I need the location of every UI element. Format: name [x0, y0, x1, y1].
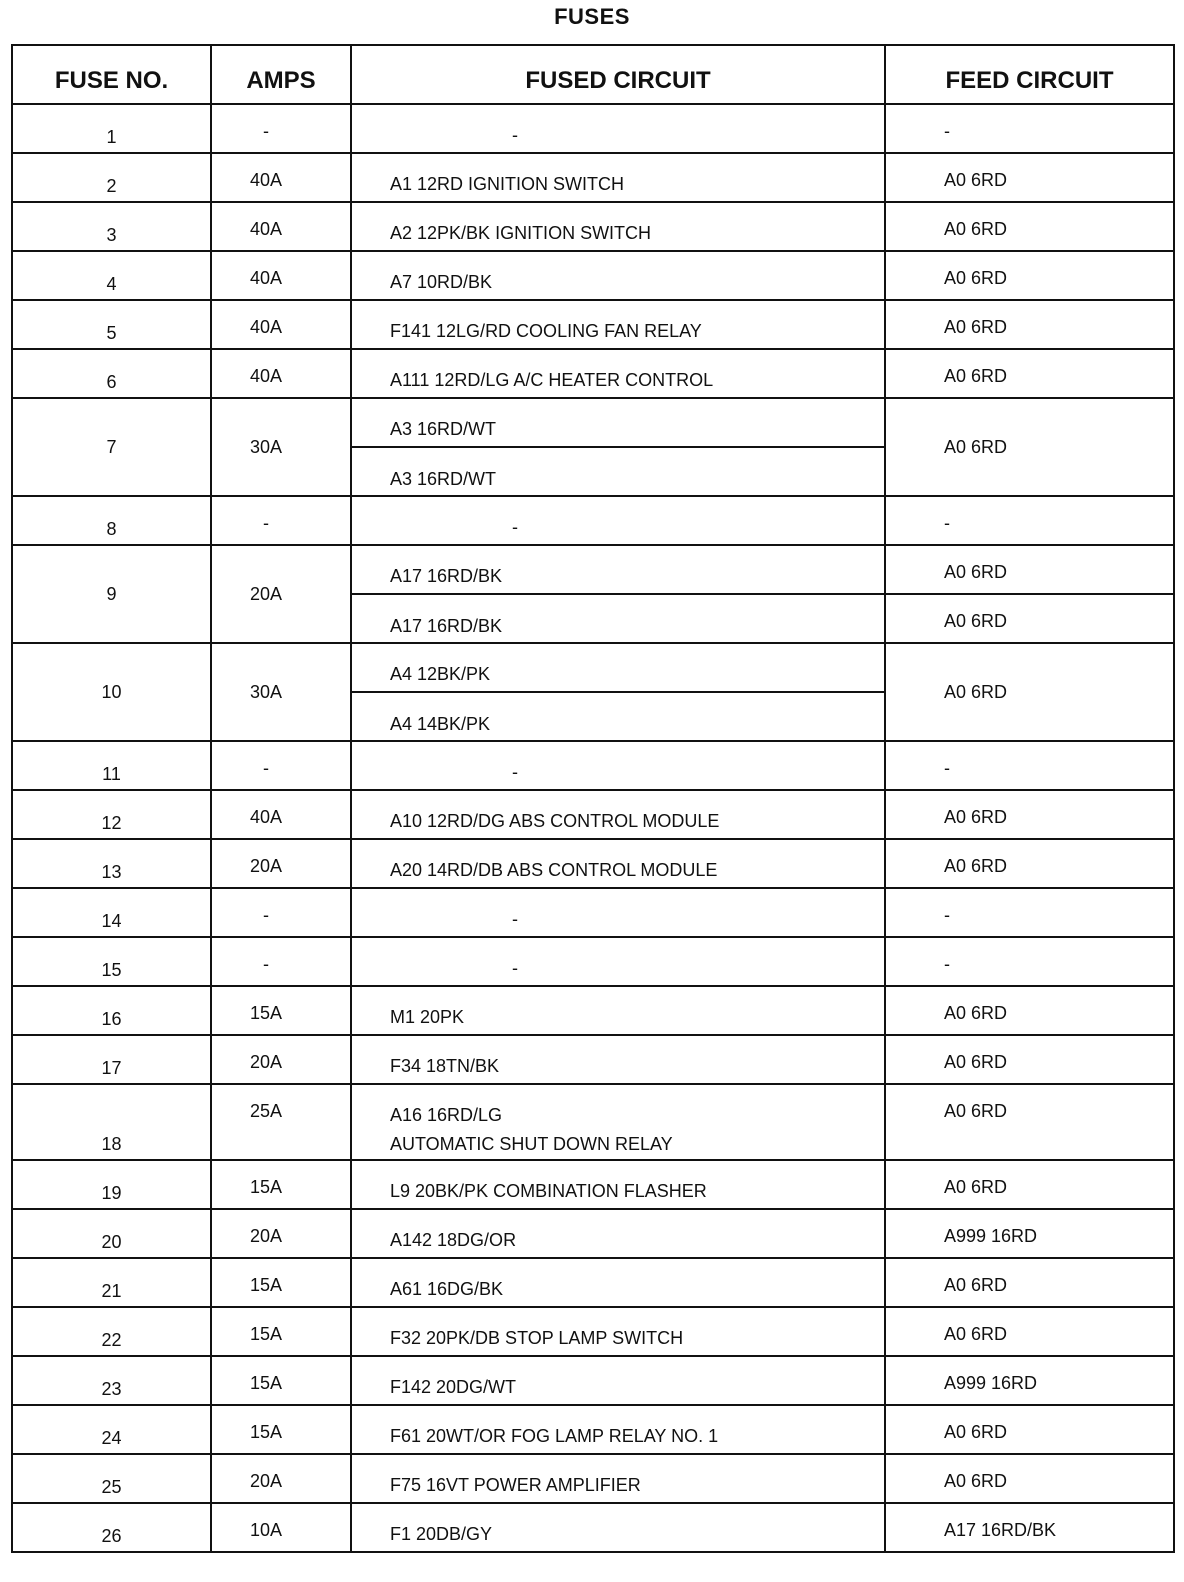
amps-cell: 20A — [211, 1209, 351, 1258]
feed-circuit-cell: A0 6RD — [885, 1084, 1174, 1160]
feed-circuit-cell: A0 6RD — [885, 251, 1174, 300]
feed-circuit-cell: - — [885, 741, 1174, 790]
amps-cell: 10A — [211, 1503, 351, 1552]
amps-cell: - — [211, 496, 351, 545]
amps-cell: 40A — [211, 251, 351, 300]
table-row — [12, 104, 1174, 153]
feed-circuit-cell: A0 6RD — [885, 545, 1174, 594]
feed-circuit-cell: A0 6RD — [885, 1258, 1174, 1307]
table-row — [12, 1454, 1174, 1503]
amps-cell: - — [211, 937, 351, 986]
table-row — [12, 643, 1174, 692]
fused-circuit-cell: A4 12BK/PK — [351, 643, 885, 692]
fuse-number-cell: 11 — [12, 741, 211, 790]
fused-circuit-cell: F141 12LG/RD COOLING FAN RELAY — [351, 300, 885, 349]
fuse-number-cell: 3 — [12, 202, 211, 251]
feed-circuit-cell: A0 6RD — [885, 1454, 1174, 1503]
fuse-number-cell: 24 — [12, 1405, 211, 1454]
feed-circuit-cell: A0 6RD — [885, 1035, 1174, 1084]
fused-circuit-cell: A3 16RD/WT — [351, 398, 885, 447]
fuse-number-cell: 14 — [12, 888, 211, 937]
fuse-number-cell: 1 — [12, 104, 211, 153]
header-fused-circuit: FUSED CIRCUIT — [351, 45, 885, 104]
amps-cell: 40A — [211, 300, 351, 349]
fused-circuit-cell: A3 16RD/WT — [351, 447, 885, 496]
fused-circuit-cell: A7 10RD/BK — [351, 251, 885, 300]
table-row — [12, 888, 1174, 937]
fused-circuit-cell: M1 20PK — [351, 986, 885, 1035]
feed-circuit-cell: A999 16RD — [885, 1209, 1174, 1258]
feed-circuit-cell: A0 6RD — [885, 202, 1174, 251]
fuse-table-body — [12, 104, 1174, 1552]
amps-cell: 20A — [211, 545, 351, 643]
fuse-number-cell: 2 — [12, 153, 211, 202]
fuse-number-cell: 8 — [12, 496, 211, 545]
feed-circuit-cell: A0 6RD — [885, 398, 1174, 496]
fuse-number-cell: 9 — [12, 545, 211, 643]
fused-circuit-cell: - — [351, 937, 885, 986]
table-row — [12, 545, 1174, 594]
fused-circuit-cell: F32 20PK/DB STOP LAMP SWITCH — [351, 1307, 885, 1356]
amps-cell: 40A — [211, 349, 351, 398]
feed-circuit-cell: A0 6RD — [885, 594, 1174, 643]
feed-circuit-cell: - — [885, 104, 1174, 153]
fused-circuit-cell: - — [351, 741, 885, 790]
header-feed-circuit: FEED CIRCUIT — [885, 45, 1174, 104]
fused-circuit-cell: A111 12RD/LG A/C HEATER CONTROL — [351, 349, 885, 398]
amps-cell: 30A — [211, 398, 351, 496]
feed-circuit-cell: A0 6RD — [885, 1160, 1174, 1209]
fuse-number-cell: 6 — [12, 349, 211, 398]
header-row — [12, 45, 1174, 104]
fused-circuit-cell: F75 16VT POWER AMPLIFIER — [351, 1454, 885, 1503]
fuse-number-cell: 23 — [12, 1356, 211, 1405]
fused-circuit-cell: F61 20WT/OR FOG LAMP RELAY NO. 1 — [351, 1405, 885, 1454]
feed-circuit-cell: A0 6RD — [885, 1405, 1174, 1454]
feed-circuit-cell: - — [885, 496, 1174, 545]
fused-circuit-cell: L9 20BK/PK COMBINATION FLASHER — [351, 1160, 885, 1209]
fused-circuit-cell: F142 20DG/WT — [351, 1356, 885, 1405]
amps-cell: 15A — [211, 1307, 351, 1356]
fuse-number-cell: 5 — [12, 300, 211, 349]
table-row — [12, 741, 1174, 790]
fused-circuit-cell: A4 14BK/PK — [351, 692, 885, 741]
amps-cell: 20A — [211, 839, 351, 888]
amps-cell: 40A — [211, 790, 351, 839]
fuse-number-cell: 13 — [12, 839, 211, 888]
fuse-number-cell: 25 — [12, 1454, 211, 1503]
feed-circuit-cell: A0 6RD — [885, 643, 1174, 741]
fused-circuit-cell: A61 16DG/BK — [351, 1258, 885, 1307]
table-row — [12, 1356, 1174, 1405]
page-title: FUSES — [554, 4, 630, 29]
table-row — [12, 1209, 1174, 1258]
amps-cell: 15A — [211, 1160, 351, 1209]
amps-cell: 15A — [211, 1356, 351, 1405]
table-row — [12, 202, 1174, 251]
feed-circuit-cell: - — [885, 937, 1174, 986]
fused-circuit-cell: A10 12RD/DG ABS CONTROL MODULE — [351, 790, 885, 839]
table-row — [12, 839, 1174, 888]
fused-circuit-cell: A16 16RD/LG AUTOMATIC SHUT DOWN RELAY — [351, 1084, 885, 1160]
fused-circuit-cell: A17 16RD/BK — [351, 545, 885, 594]
amps-cell: 15A — [211, 986, 351, 1035]
fused-circuit-cell: - — [351, 496, 885, 545]
fused-circuit-cell: - — [351, 104, 885, 153]
feed-circuit-cell: A0 6RD — [885, 986, 1174, 1035]
feed-circuit-cell: A0 6RD — [885, 839, 1174, 888]
table-row — [12, 1503, 1174, 1552]
feed-circuit-cell: A0 6RD — [885, 349, 1174, 398]
amps-cell: 40A — [211, 153, 351, 202]
feed-circuit-cell: A999 16RD — [885, 1356, 1174, 1405]
fuse-number-cell: 19 — [12, 1160, 211, 1209]
table-row — [12, 790, 1174, 839]
amps-cell: - — [211, 104, 351, 153]
fuse-number-cell: 26 — [12, 1503, 211, 1552]
feed-circuit-cell: A17 16RD/BK — [885, 1503, 1174, 1552]
amps-cell: 15A — [211, 1405, 351, 1454]
fused-circuit-cell: F1 20DB/GY — [351, 1503, 885, 1552]
table-row — [12, 398, 1174, 447]
table-row — [12, 986, 1174, 1035]
table-row — [12, 937, 1174, 986]
amps-cell: 30A — [211, 643, 351, 741]
fuse-number-cell: 10 — [12, 643, 211, 741]
table-row — [12, 1084, 1174, 1160]
amps-cell: 20A — [211, 1454, 351, 1503]
amps-cell: 40A — [211, 202, 351, 251]
table-row — [12, 1035, 1174, 1084]
fuse-number-cell: 7 — [12, 398, 211, 496]
fuse-number-cell: 15 — [12, 937, 211, 986]
table-row — [12, 251, 1174, 300]
fuse-number-cell: 21 — [12, 1258, 211, 1307]
fused-circuit-cell: A2 12PK/BK IGNITION SWITCH — [351, 202, 885, 251]
table-row — [12, 1307, 1174, 1356]
amps-cell: 25A — [211, 1084, 351, 1160]
amps-cell: - — [211, 741, 351, 790]
feed-circuit-cell: - — [885, 888, 1174, 937]
table-row — [12, 496, 1174, 545]
table-row — [12, 1160, 1174, 1209]
fused-circuit-cell: A142 18DG/OR — [351, 1209, 885, 1258]
fuse-number-cell: 22 — [12, 1307, 211, 1356]
fused-circuit-cell: A1 12RD IGNITION SWITCH — [351, 153, 885, 202]
header-fuse-no: FUSE NO. — [12, 45, 211, 104]
feed-circuit-cell: A0 6RD — [885, 300, 1174, 349]
fuse-number-cell: 20 — [12, 1209, 211, 1258]
feed-circuit-cell: A0 6RD — [885, 153, 1174, 202]
fuse-number-cell: 18 — [12, 1084, 211, 1160]
fuse-number-cell: 16 — [12, 986, 211, 1035]
amps-cell: 20A — [211, 1035, 351, 1084]
fused-circuit-cell: A20 14RD/DB ABS CONTROL MODULE — [351, 839, 885, 888]
fuse-table — [11, 44, 1175, 1553]
feed-circuit-cell: A0 6RD — [885, 790, 1174, 839]
table-row — [12, 349, 1174, 398]
table-row — [12, 1405, 1174, 1454]
fused-circuit-cell: A17 16RD/BK — [351, 594, 885, 643]
fuse-number-cell: 17 — [12, 1035, 211, 1084]
fused-circuit-cell: - — [351, 888, 885, 937]
fused-circuit-cell: F34 18TN/BK — [351, 1035, 885, 1084]
fuse-number-cell: 12 — [12, 790, 211, 839]
header-amps: AMPS — [211, 45, 351, 104]
feed-circuit-cell: A0 6RD — [885, 1307, 1174, 1356]
table-row — [12, 1258, 1174, 1307]
amps-cell: 15A — [211, 1258, 351, 1307]
amps-cell: - — [211, 888, 351, 937]
table-row — [12, 153, 1174, 202]
table-row — [12, 300, 1174, 349]
fuse-number-cell: 4 — [12, 251, 211, 300]
